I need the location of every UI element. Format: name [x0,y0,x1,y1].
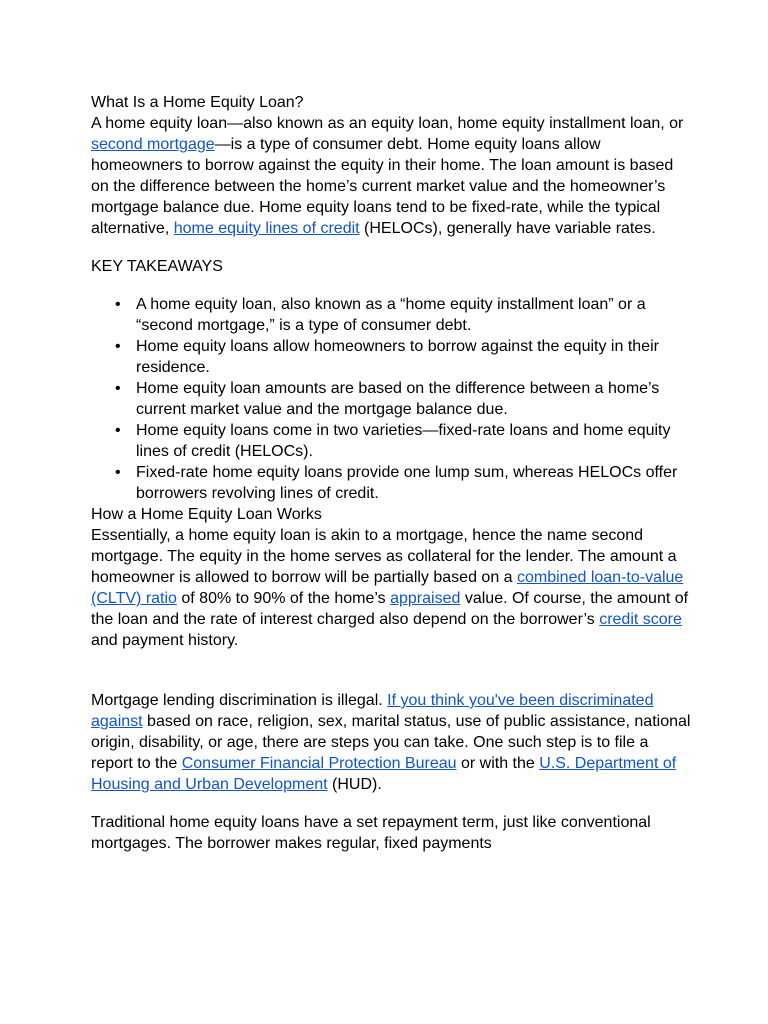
link-cfpb[interactable]: Consumer Financial Protection Bureau [181,755,457,772]
link-discriminated-against[interactable]: If you think you've been discriminated against [91,692,654,730]
link-cltv-ratio[interactable]: combined loan-to-value (CLTV) ratio [91,569,684,607]
list-item [91,336,691,378]
bullet-icon: • [115,296,121,313]
bullet-icon: • [115,464,121,481]
document-page [91,92,691,854]
how-text-4: and payment history. [91,632,239,649]
spacer [91,795,691,812]
list-item-text: Home equity loans come in two varieties—fixed-rate loans and home equity lines of credit (HELOCs). [136,422,671,460]
list-item-text: Home equity loan amounts are based on the difference between a home’s current market value and the mortgage balance due. [136,380,660,418]
discrimination-paragraph [91,690,691,795]
spacer [91,651,691,690]
intro-paragraph [91,113,691,239]
heading-what-is-home-equity-loan: What Is a Home Equity Loan? [91,94,304,111]
key-takeaways-heading: KEY TAKEAWAYS [91,258,223,275]
key-takeaways-list [91,294,691,504]
intro-text-2: —is a type of consumer debt. Home equity loans allow homeowners to borrow against the equity in their home. The loan amount is based on the difference between the home’s current market value and the homeowner’s mortgage balance due. Home equity loans tend to be fixed-rate, while the typical alternative, [91,136,674,237]
traditional-loans-paragraph: Traditional home equity loans have a set repayment term, just like conventional mortgages. The borrower makes regular, fixed payments [91,814,651,852]
list-item-text: A home equity loan, also known as a “home equity installment loan” or a “second mortgage,” is a type of consumer debt. [136,296,646,334]
list-item [91,294,691,336]
disc-text-1: Mortgage lending discrimination is illegal. [91,692,388,709]
bullet-icon: • [115,422,121,439]
bullet-icon: • [115,380,121,397]
how-text-3: value. Of course, the amount of the loan and the rate of interest charged also depend on the borrower’s [91,590,689,628]
how-it-works-paragraph [91,525,691,651]
bullet-icon: • [115,338,121,355]
spacer [91,239,691,256]
list-item [91,462,691,504]
link-credit-score[interactable]: credit score [599,611,682,628]
link-hud[interactable]: U.S. Department of Housing and Urban Development [91,755,677,793]
intro-text-1: A home equity loan—also known as an equity loan, home equity installment loan, or [91,115,684,132]
spacer [91,277,691,294]
list-item [91,378,691,420]
disc-text-3: or with the [456,755,540,772]
list-item [91,420,691,462]
how-text-2: of 80% to 90% of the home’s [176,590,391,607]
link-second-mortgage[interactable]: second mortgage [91,136,215,153]
how-text-1: Essentially, a home equity loan is akin to a mortgage, hence the name second mortgage. The equity in the home serves as collateral for the lender. The amount a homeowner is allowed to borrow will be partially based on a [91,527,677,586]
disc-text-4: (HUD). [327,776,382,793]
intro-text-3: (HELOCs), generally have variable rates. [359,220,656,237]
heading-how-home-equity-loan-works: How a Home Equity Loan Works [91,506,322,523]
link-home-equity-lines-of-credit[interactable]: home equity lines of credit [173,220,360,237]
disc-text-2: based on race, religion, sex, marital status, use of public assistance, national origin, disability, or age, there are steps you can take. One such step is to file a report to the [91,713,691,772]
link-appraised[interactable]: appraised [390,590,461,607]
list-item-text: Fixed-rate home equity loans provide one lump sum, whereas HELOCs offer borrowers revolving lines of credit. [136,464,678,502]
list-item-text: Home equity loans allow homeowners to borrow against the equity in their residence. [136,338,659,376]
